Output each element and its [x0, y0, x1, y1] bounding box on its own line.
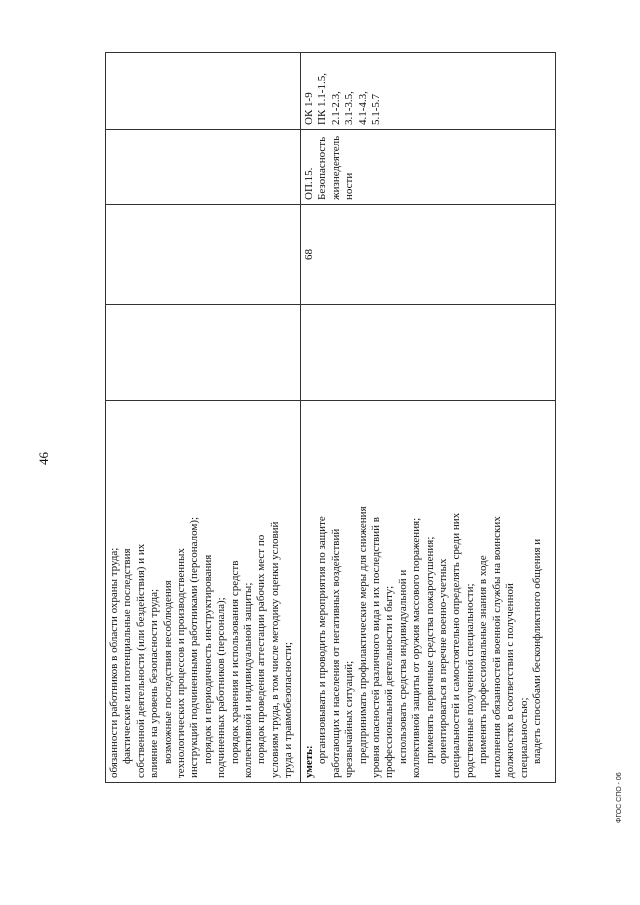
- text-line: исполнения обязанностей военной службы на воинских: [490, 516, 503, 778]
- competencies-cell: [106, 53, 301, 130]
- text-line: влияние на уровень безопасности труда;: [148, 588, 161, 778]
- text-line: ориентироваться в перечне военно-учетных: [437, 558, 450, 764]
- curriculum-table: [105, 52, 556, 783]
- hours-cell: [106, 205, 301, 305]
- competency-line: 4.1-4.3,: [356, 91, 369, 125]
- page-number: 46: [36, 452, 51, 465]
- text-line: чрезвычайных ситуаций;: [343, 660, 356, 778]
- text-line: родственные полученной специальности;: [463, 583, 476, 778]
- text-line: технологических процессов и производственных: [175, 548, 188, 778]
- text-line: коллективной защиты от оружия массового поражения;: [410, 517, 423, 778]
- text-line: работающих и населения от негативных воздействий: [329, 528, 342, 778]
- text-line: уровня опасностей различного вида и их последствий в: [370, 517, 383, 778]
- text-line: применять первичные средства пожаротушения;: [423, 536, 436, 764]
- competency-line: ПК 1.1-1.5,: [316, 73, 329, 125]
- content-cell-knowledge: [106, 401, 301, 783]
- text-line: порядок и периодичность инструктирования: [201, 554, 214, 764]
- text-line: должностях в соответствии с полученной: [504, 583, 517, 778]
- hours-cell: 68: [301, 205, 556, 305]
- text-line: инструкций подчиненными работниками (персоналом);: [188, 516, 201, 778]
- text-line: условиям труда, в том числе методику оценки условий: [268, 521, 281, 778]
- competency-line: ОК 1-9: [303, 92, 315, 125]
- text-line: профессиональной деятельности и быту;: [383, 585, 396, 778]
- text-line: фактические или потенциальные последствия: [121, 548, 134, 764]
- text-line: собственной деятельности (или бездействия) и их: [134, 543, 147, 778]
- competency-line: 2.1-2.3,: [329, 91, 342, 125]
- table-row-skills: [301, 53, 556, 783]
- text-line: владеть способами бесконфликтного общения и: [530, 538, 543, 764]
- skills-lines: [316, 405, 544, 778]
- content-cell-skills: [301, 401, 556, 783]
- text-line: порядок хранения и использования средств: [228, 560, 241, 764]
- competency-line: 3.1-3.5,: [343, 91, 356, 125]
- text-line: коллективной и индивидуальной защиты;: [242, 582, 255, 778]
- discipline-cell: ОП.15. Безопасность жизнедеятельности: [301, 130, 556, 205]
- text-line: труда и травмобезопасности;: [282, 642, 295, 778]
- competency-line: 5.1-5.7: [370, 93, 383, 125]
- empty-cell: [301, 305, 556, 401]
- text-line: обязанности работников в области охраны труда;: [108, 547, 120, 778]
- text-line: применять профессиональные знания в ходе: [477, 555, 490, 764]
- skills-heading: уметь:: [303, 745, 315, 778]
- text-line: возможные последствия несоблюдения: [161, 580, 174, 764]
- footer-code: ФГОС СПО - 06: [616, 772, 623, 823]
- text-line: порядок проведения аттестации рабочих мест по: [255, 534, 268, 764]
- text-line: специальностью;: [517, 697, 530, 778]
- table-row-knowledge: [106, 53, 301, 783]
- text-line: предпринимать профилактические меры для снижения: [356, 506, 369, 764]
- empty-cell: [106, 305, 301, 401]
- text-line: специальностей и самостоятельно определять среди них: [450, 512, 463, 778]
- text-line: подчиненных работников (персонала);: [215, 597, 228, 778]
- knowledge-lines: [108, 405, 296, 778]
- competencies-cell: [301, 53, 556, 130]
- text-line: организовывать и проводить мероприятия по защите: [316, 516, 329, 764]
- discipline-cell: [106, 130, 301, 205]
- text-line: использовать средства индивидуальной и: [396, 569, 409, 764]
